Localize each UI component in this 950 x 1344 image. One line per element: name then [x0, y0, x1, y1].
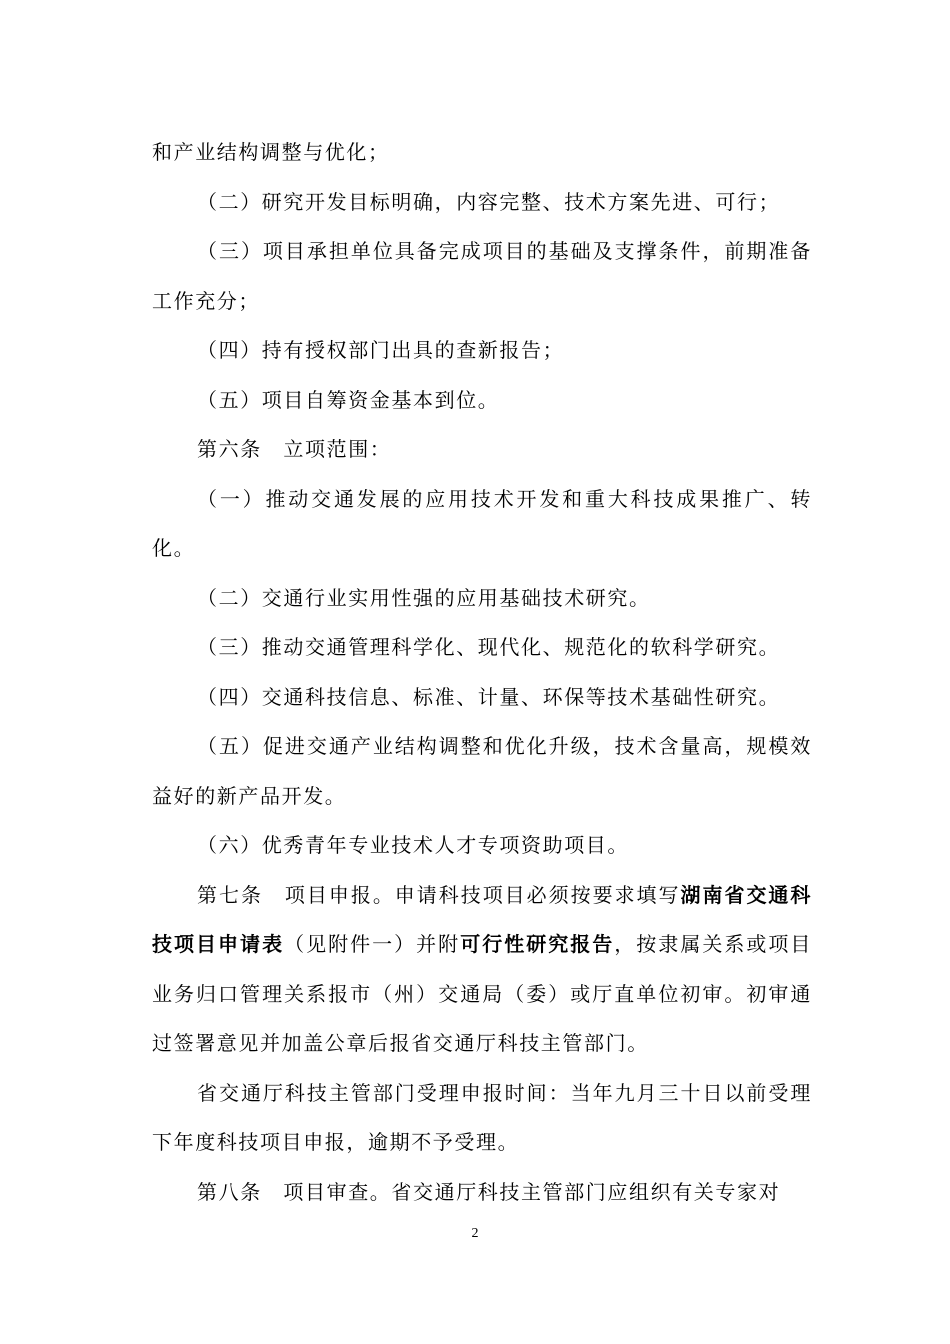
- article-7-paragraph: [152, 871, 812, 1069]
- article-8-paragraph: 第八条 项目审查。省交通厅科技主管部门应组织有关专家对: [197, 1179, 781, 1204]
- article-7-text-1: 第七条 项目申报。申请科技项目必须按要求填写: [197, 882, 681, 907]
- paragraph-item-3: （三）项目承担单位具备完成项目的基础及支撑条件，前期准备工作充分；: [152, 239, 812, 313]
- scope-item-4: （四）交通科技信息、标准、计量、环保等技术基础性研究。: [197, 684, 781, 709]
- article-6-heading: 第六条 立项范围：: [197, 437, 392, 461]
- application-form-name: 湖南省交通科技项目申请表: [152, 882, 813, 956]
- page-number: 2: [471, 1226, 479, 1241]
- feasibility-report-name: 可行性研究报告: [460, 932, 615, 956]
- scope-item-2: （二）交通行业实用性强的应用基础技术研究。: [197, 585, 651, 610]
- paragraph-item-4: （四）持有授权部门出具的查新报告；: [197, 338, 565, 362]
- scope-item-6: （六）优秀青年专业技术人才专项资助项目。: [197, 833, 629, 857]
- article-7-text-2: （见附件一）并附: [284, 932, 461, 956]
- paragraph-item-2: （二）研究开发目标明确，内容完整、技术方案先进、可行；: [197, 189, 781, 214]
- paragraph-continuation: 和产业结构调整与优化；: [152, 140, 390, 164]
- scope-item-3: （三）推动交通管理科学化、现代化、规范化的软科学研究。: [197, 635, 781, 659]
- scope-item-5: （五）促进交通产业结构调整和优化升级，技术含量高，规模效益好的新产品开发。: [152, 734, 812, 808]
- application-deadline-paragraph: 省交通厅科技主管部门受理申报时间：当年九月三十日以前受理下年度科技项目申报，逾期不予受理。: [152, 1080, 812, 1154]
- scope-item-1: （一）推动交通发展的应用技术开发和重大科技成果推广、转化。: [152, 486, 812, 560]
- paragraph-item-5: （五）项目自筹资金基本到位。: [197, 387, 500, 412]
- article-7-text-3: ，按隶属关系或项目业务归口管理关系报市（州）交通局（委）或厅直单位初审。初审通过签署意见并加盖公章后报省交通厅科技主管部门。: [152, 932, 812, 1055]
- document-body: [152, 128, 812, 1217]
